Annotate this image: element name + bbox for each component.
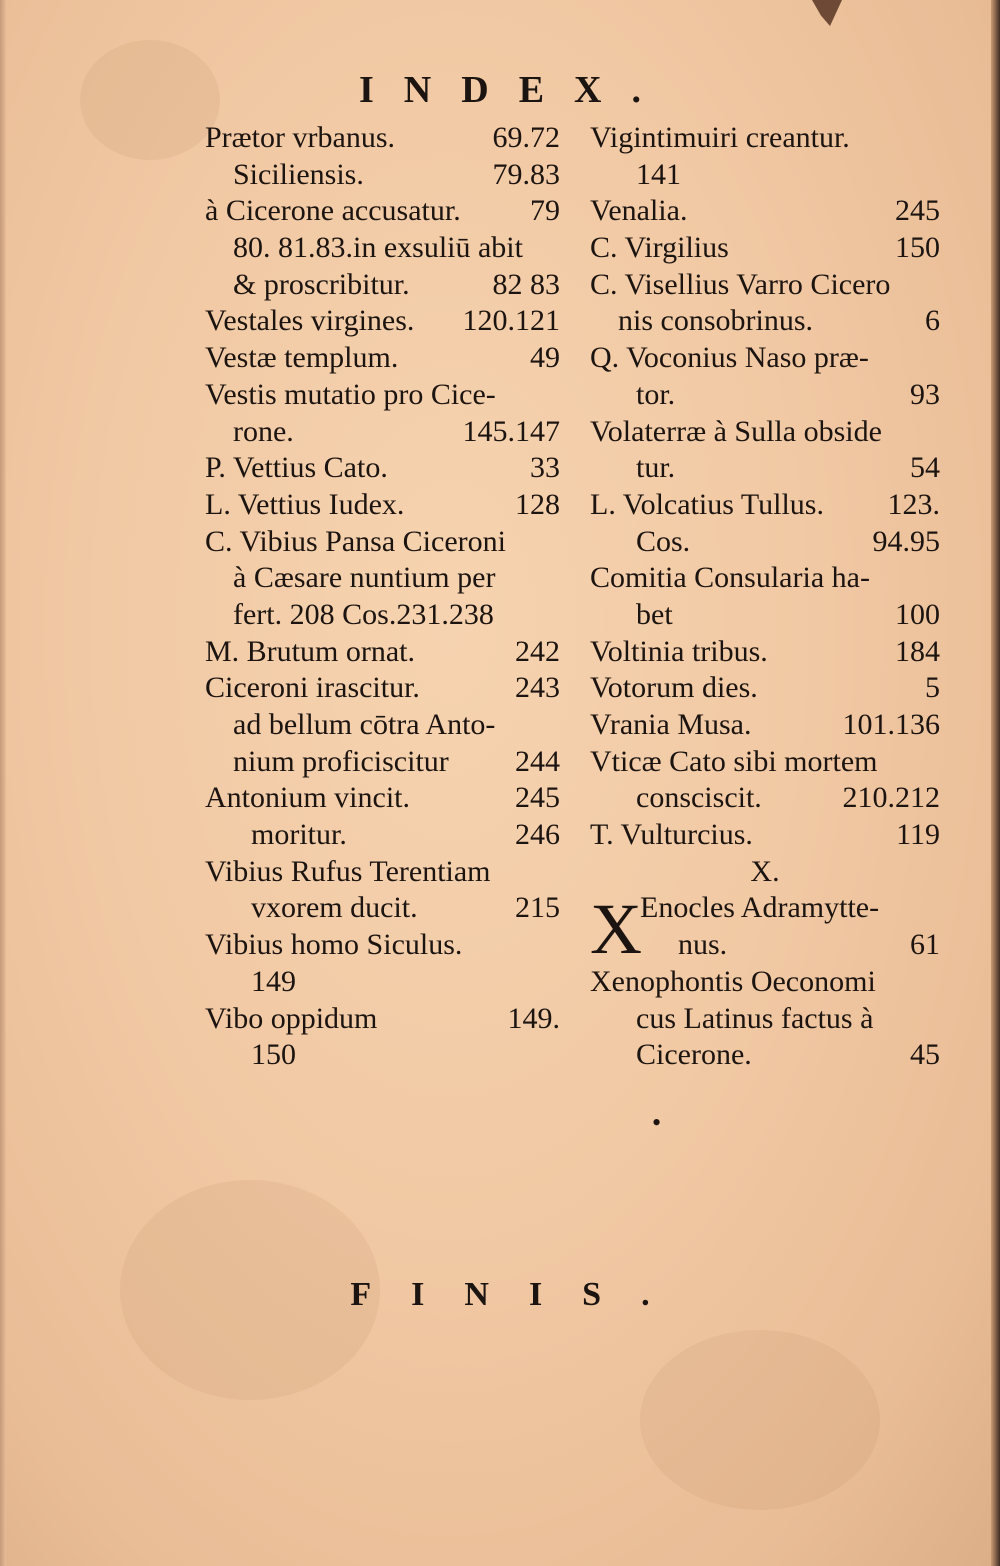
- index-line: [205, 707, 560, 744]
- index-line: [205, 450, 560, 487]
- index-line: [590, 597, 940, 634]
- entry-text: Vrania Musa.: [590, 708, 752, 741]
- entry-page-number: 101.136: [842, 708, 940, 741]
- entry-text: Cos.: [636, 524, 691, 558]
- index-line: [590, 303, 940, 340]
- index-line: [590, 377, 940, 414]
- entry-text: Vibius Rufus Terentiam: [205, 854, 491, 888]
- entry-page-number: 123.: [887, 487, 940, 521]
- index-line: [590, 340, 940, 377]
- entry-text: Venalia.: [590, 194, 688, 228]
- index-line: [205, 193, 560, 230]
- index-line: [205, 744, 560, 781]
- index-line: [590, 854, 940, 891]
- entry-text: Vestis mutatio pro Cice-: [205, 377, 496, 411]
- index-line: [590, 670, 940, 707]
- index-line: [205, 157, 560, 194]
- index-line: [590, 267, 940, 304]
- index-line: [205, 597, 560, 634]
- entry-text: Vibius homo Siculus.: [205, 928, 463, 962]
- entry-text: Voltinia tribus.: [590, 634, 768, 668]
- index-line: [205, 670, 560, 707]
- index-line: [590, 634, 940, 671]
- entry-text: fert. 208 Cos.231.238: [233, 597, 494, 631]
- index-line: [590, 560, 940, 597]
- index-line: [590, 487, 940, 524]
- page-tear: [812, 0, 842, 26]
- entry-text: Comitia Consularia ha-: [590, 561, 870, 595]
- entry-page-number: 215: [515, 891, 560, 925]
- entry-page-number: 82 83: [492, 267, 560, 301]
- entry-text: Siciliensis.: [233, 157, 364, 191]
- entry-text: cus Latinus factus à: [636, 1001, 874, 1035]
- index-column-right: [590, 120, 940, 1074]
- entry-text: nus.: [678, 928, 728, 962]
- entry-text: C. Visellius Varro Cicero: [590, 267, 891, 301]
- entry-page-number: 128: [515, 487, 560, 521]
- entry-text: consciscit.: [636, 781, 762, 815]
- entry-page-number: 244: [515, 744, 560, 778]
- entry-page-number: 94.95: [872, 524, 940, 558]
- entry-page-number: 243: [515, 671, 560, 705]
- entry-text: Prætor vrbanus.: [205, 121, 395, 154]
- entry-page-number: 210.212: [842, 781, 940, 815]
- entry-page-number: 61: [910, 928, 940, 962]
- index-line: [205, 267, 560, 304]
- entry-text: Antonium vincit.: [205, 781, 410, 815]
- index-line: [590, 780, 940, 817]
- entry-text: Vestales virgines.: [205, 304, 415, 338]
- index-line: [205, 414, 560, 451]
- index-line: [205, 854, 560, 891]
- entry-text: 141: [636, 157, 681, 191]
- entry-text: Enocles Adramytte-: [640, 891, 880, 925]
- entry-text: 150: [251, 1038, 296, 1072]
- entry-text: tor.: [636, 377, 676, 411]
- entry-text: M. Brutum ornat.: [205, 634, 415, 668]
- entry-page-number: 120.121: [462, 304, 560, 338]
- entry-page-number: 145.147: [462, 414, 560, 448]
- entry-page-number: 54: [910, 451, 940, 485]
- index-line: [205, 890, 560, 927]
- entry-text: Vibo oppidum: [205, 1001, 378, 1035]
- entry-text: Vticæ Cato sibi mortem: [590, 744, 878, 778]
- entry-text: T. Vulturcius.: [590, 818, 753, 852]
- index-line: [205, 120, 560, 157]
- entry-page-number: 93: [910, 377, 940, 411]
- page-right-edge: [991, 0, 1000, 1566]
- index-column-left: [205, 120, 560, 1074]
- index-line: [205, 524, 560, 561]
- index-line: [590, 230, 940, 267]
- entry-page-number: 245: [515, 781, 560, 815]
- index-line: [205, 1037, 560, 1074]
- entry-page-number: 149.: [507, 1001, 560, 1035]
- index-line: [590, 120, 940, 157]
- index-line: [590, 450, 940, 487]
- index-line: [590, 1037, 940, 1074]
- index-line: [205, 377, 560, 414]
- entry-text: C. Vibius Pansa Ciceroni: [205, 524, 506, 558]
- index-entries-right-tail: [590, 964, 940, 1074]
- entry-page-number: 245: [895, 194, 940, 228]
- entry-text: ad bellum cōtra Anto-: [233, 708, 496, 741]
- entry-text: L. Vettius Iudex.: [205, 487, 405, 521]
- index-line: [205, 1001, 560, 1038]
- entry-text: Cicerone.: [636, 1038, 752, 1072]
- entry-text: Xenophontis Oeconomi: [590, 964, 876, 998]
- entry-text: Q. Voconius Naso præ-: [590, 341, 869, 375]
- entry-text: Vestæ templum.: [205, 341, 399, 375]
- entry-page-number: 5: [925, 671, 940, 705]
- entry-text: L. Volcatius Tullus.: [590, 487, 824, 521]
- entry-text: & proscribitur.: [233, 267, 410, 301]
- page-left-edge: [0, 0, 6, 1566]
- entry-page-number: 150: [895, 231, 940, 265]
- index-line: [590, 927, 940, 964]
- dropcap-entry: [590, 889, 940, 970]
- index-line: [205, 560, 560, 597]
- index-line: [205, 927, 560, 964]
- entry-text: Ciceroni irascitur.: [205, 671, 420, 705]
- index-line: [205, 340, 560, 377]
- index-line: [590, 890, 940, 927]
- index-line: [205, 964, 560, 1001]
- index-line: [205, 230, 560, 267]
- entry-text: Vigintimuiri creantur.: [590, 121, 850, 154]
- dropcap-letter: X: [590, 889, 642, 970]
- page-title: INDEX.: [359, 69, 671, 111]
- entry-text: 149: [251, 964, 296, 998]
- index-line: [590, 964, 940, 1001]
- index-line: [590, 524, 940, 561]
- index-line: [205, 487, 560, 524]
- index-line: [590, 157, 940, 194]
- entry-page-number: 49: [530, 341, 560, 375]
- entry-text: nis consobrinus.: [618, 304, 813, 338]
- finis-colophon: FINIS.: [350, 1276, 690, 1313]
- entry-text: nium proficiscitur: [233, 744, 449, 778]
- entry-page-number: 184: [895, 634, 940, 668]
- entry-text: moritur.: [251, 818, 347, 852]
- entry-text: à Cicerone accusatur.: [205, 194, 461, 228]
- entry-text: vxorem ducit.: [251, 891, 418, 925]
- signature-mark: •: [652, 1108, 662, 1137]
- index-line: [590, 744, 940, 781]
- entry-page-number: 119: [896, 818, 940, 852]
- index-line: [590, 1001, 940, 1038]
- entry-page-number: 6: [925, 304, 940, 338]
- index-line: [590, 193, 940, 230]
- index-line: [205, 817, 560, 854]
- index-entries-right: [590, 120, 940, 890]
- entry-page-number: 79.83: [492, 157, 560, 191]
- entry-page-number: 69.72: [492, 121, 560, 154]
- index-line: [205, 634, 560, 671]
- entry-text: tur.: [636, 451, 676, 485]
- index-line: [590, 817, 940, 854]
- entry-page-number: 79: [530, 194, 560, 228]
- index-line: [205, 780, 560, 817]
- entry-text: P. Vettius Cato.: [205, 451, 388, 485]
- entry-text: Votorum dies.: [590, 671, 758, 705]
- entry-text: Volaterræ à Sulla obside: [590, 414, 882, 448]
- entry-text: C. Virgilius: [590, 231, 729, 265]
- entry-page-number: 242: [515, 634, 560, 668]
- paper-stain: [640, 1330, 880, 1510]
- entry-text: rone.: [233, 414, 294, 448]
- index-line: [590, 707, 940, 744]
- entry-text: X.: [750, 854, 780, 888]
- entry-text: à Cæsare nuntium per: [233, 561, 496, 595]
- index-line: [590, 414, 940, 451]
- entry-page-number: 33: [530, 451, 560, 485]
- entry-text: 80. 81.83.in exsuliū abit: [233, 231, 523, 265]
- entry-page-number: 100: [895, 597, 940, 631]
- entry-page-number: 45: [910, 1038, 940, 1072]
- entry-text: bet: [636, 597, 673, 631]
- index-line: [205, 303, 560, 340]
- entry-page-number: 246: [515, 818, 560, 852]
